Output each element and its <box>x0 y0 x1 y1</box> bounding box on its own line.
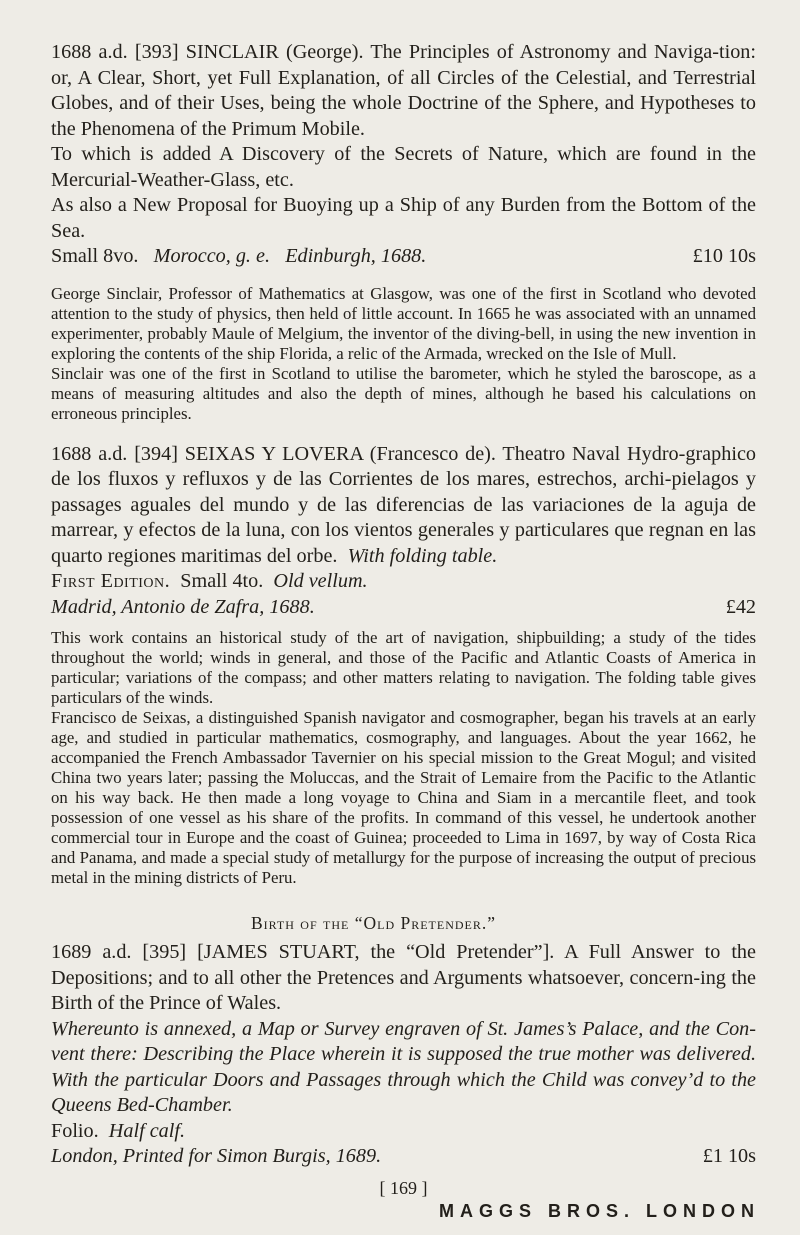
entry-price: £1 10s <box>702 1145 756 1167</box>
entry-binding: Old vellum. <box>273 570 368 592</box>
entry-price: £42 <box>725 595 756 618</box>
entry-title-addition: As also a New Proposal for Buoying up a Ship of any Burden from the Bottom of the Sea. <box>51 194 756 242</box>
entry-title-suffix: With folding table. <box>347 544 498 567</box>
entry-details-row <box>51 1144 756 1170</box>
entry-title-addition: To which is added A Discovery of the Secrets of Nature, which are found in the Mercurial-Weather-Glass, etc. <box>51 143 756 191</box>
entry-note: Sinclair was one of the first in Scotland to utilise the barometer, which he styled the baroscope, as a means of measuring altitudes and also the depth of mines, although he based his calculations on erroneous principles. <box>51 363 756 423</box>
entry-imprint: London, Printed for Simon Burgis, 1689. <box>51 1145 382 1167</box>
entry-title: 1688 a.d. [393] SINCLAIR (George). The Principles of Astronomy and Naviga-tion: or, A Clear, Short, yet Full Explanation, of all Circles of the Celestial, and Terrestrial Globes, and of their Uses, being the whole Doctrine of the Sphere, and Hypotheses to the Phenomena of the Primum Mobile. <box>51 41 756 140</box>
entry-note: This work contains an historical study of the art of navigation, shipbuilding; a study of the tides throughout the world; winds in general, and those of the Pacific and Atlantic Coasts of America in particular; variations of the compass; and other matters relating to navigation. The folding table gives particulars of the winds. <box>51 628 756 707</box>
entry-binding: Morocco, g. e. <box>153 245 271 267</box>
entry-note: Francisco de Seixas, a distinguished Spanish navigator and cosmographer, began his travels at an early age, and studied in particular mathematics, cosmography, and languages. About the year 1662, he accompanied the French Ambassador Tavernier on his special mission to the Great Mogul; and visited China two years later; passing the Moluccas, and the Strait of Lemaire from the Pacific to the Atlantic on his way back. He then made a long voyage to China and Siam in a mercantile fleet, and took possession of one vessel as his share of the profits. In command of this vessel, he undertook another commercial tour in Europe and the coast of Guinea; proceeded to Lima in 1697, by way of Costa Rica and Panama, and made a special study of metallurgy for the purpose of increasing the output of precious metal in the mining districts of Peru. <box>51 708 756 887</box>
entry-note: George Sinclair, Professor of Mathematics at Glasgow, was one of the first in Scotland who devoted attention to the study of physics, then held of little account. In 1665 he was associated with an unnamed experimenter, probably Maule of Melgium, the inventor of the diving-bell, in using the new invention in exploring the contents of the ship Florida, a relic of the Armada, wrecked on the Isle of Mull. <box>51 283 756 363</box>
entry-imprint: Madrid, Antonio de Zafra, 1688. <box>51 595 315 618</box>
entry-edition-row <box>51 569 756 595</box>
entry-edition: First Edition. <box>51 570 171 592</box>
entry-details-row <box>51 595 756 621</box>
entry-binding: Half calf. <box>108 1119 186 1142</box>
section-heading: Birth of the “Old Pretender.” <box>250 913 497 933</box>
catalogue-entry-394 <box>51 442 756 889</box>
entry-details-row <box>51 244 756 270</box>
catalogue-entry-395 <box>51 940 756 1170</box>
entry-title: 1689 a.d. [395] [JAMES STUART, the “Old Pretender”]. A Full Answer to the Depositions; and to all other the Pretences and Arguments whatsoever, concern-ing the Birth of the Prince of Wales. <box>51 941 756 1014</box>
entry-title: 1688 a.d. [394] SEIXAS Y LOVERA (Francesco de). Theatro Naval Hydro-graphico de los fluxos y refluxos y de las Corrientes de los mares, estrechos, archi-pielagos y passages aguales del mundo y de las diferencias de las variaciones de la aguja de marrear, y efectos de la luna, con los vientos generales y particulares que regnan en las quarto regiones maritimas del orbe. With folding table. <box>51 442 756 567</box>
entry-format: Small 4to. <box>180 570 264 592</box>
entry-format: Small 8vo. <box>51 245 139 267</box>
publisher-footer: MAGGS BROS. LONDON <box>438 1200 760 1221</box>
entry-format: Folio. <box>51 1119 99 1142</box>
entry-price: £10 10s <box>692 245 756 267</box>
entry-subtitle: Whereunto is annexed, a Map or Survey engraven of St. James’s Palace, and the Con-vent there: Describing the Place wherein it is supposed the true mother was delivered. With the particular Doors and Passages through which the Child was convey’d to the Queens Bed-Chamber. <box>51 1017 756 1116</box>
entry-imprint: Edinburgh, 1688. <box>285 245 427 267</box>
page-number: [ 169 ] <box>379 1177 428 1198</box>
entry-format-row <box>51 1119 756 1145</box>
catalogue-entry-393 <box>51 40 756 424</box>
